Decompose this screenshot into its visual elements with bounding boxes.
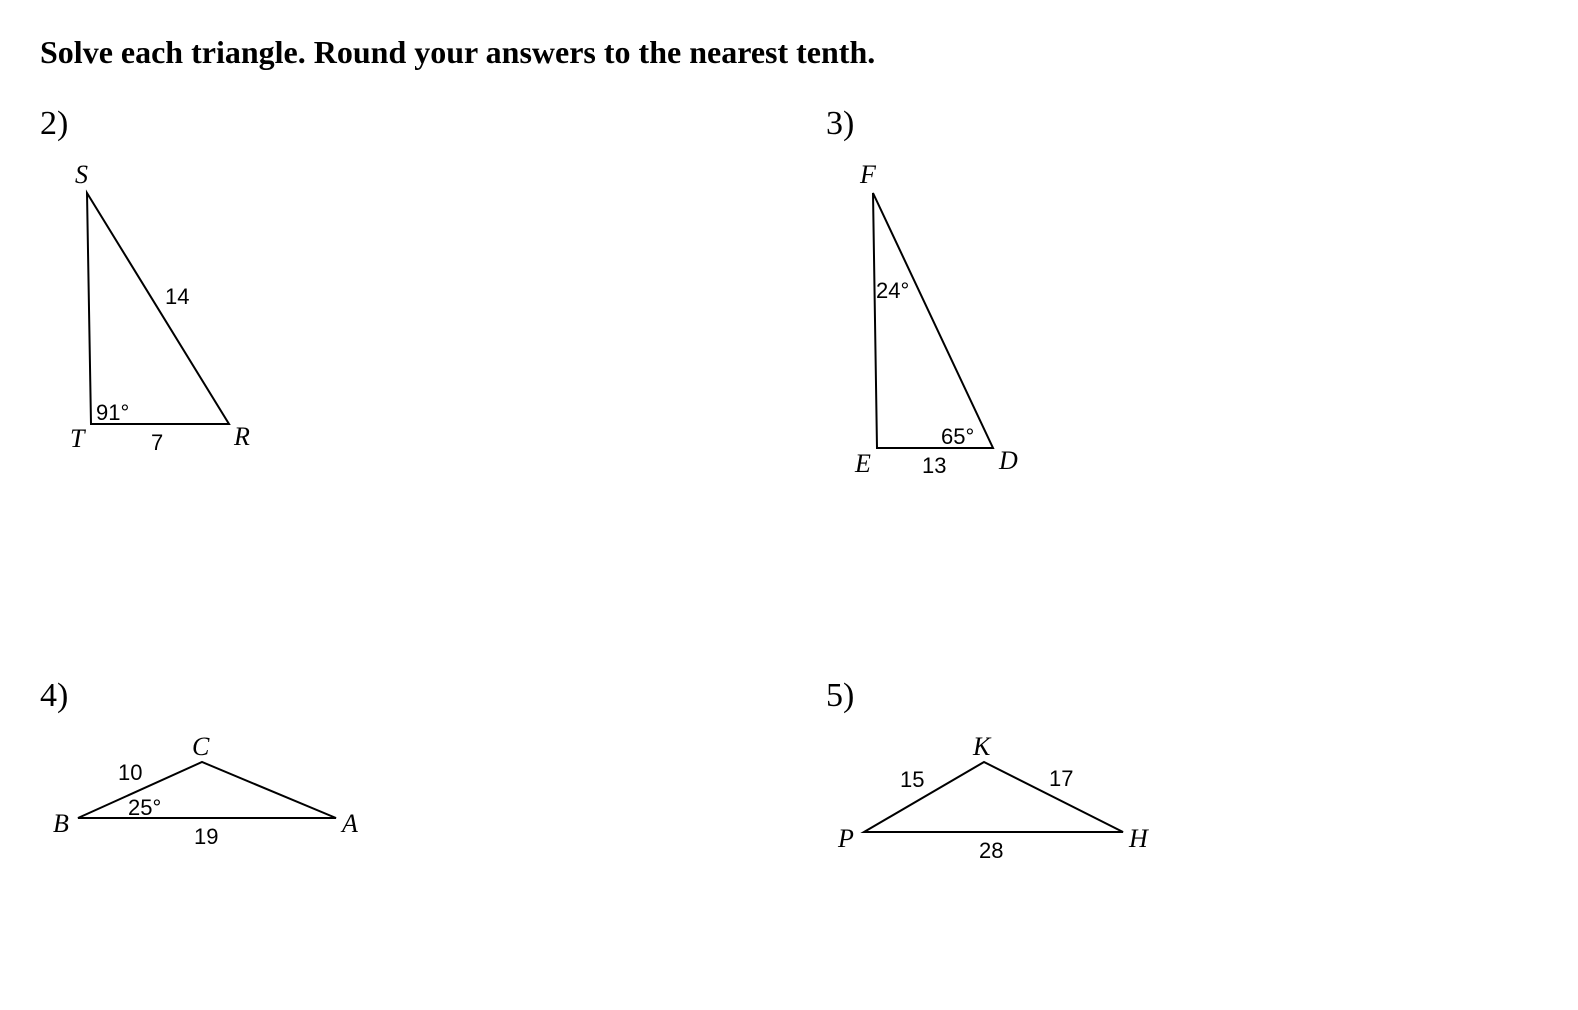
problem-number-3: 3)	[826, 105, 855, 142]
side-label-ba: 19	[194, 824, 219, 849]
vertex-label-f: F	[860, 160, 876, 189]
vertex-label-t: T	[70, 424, 85, 453]
vertex-label-d: D	[999, 446, 1018, 475]
triangle-fed-outline	[873, 193, 993, 448]
angle-label-f: 24°	[876, 278, 910, 303]
side-label-ed: 13	[922, 453, 947, 478]
triangle-str-outline	[87, 193, 229, 424]
triangle-str	[70, 160, 250, 455]
vertex-label-p: P	[838, 824, 854, 853]
triangle-bca	[53, 732, 358, 849]
vertex-label-b: B	[53, 809, 69, 838]
problem-number-5: 5)	[826, 677, 855, 714]
triangle-pkh	[837, 732, 1149, 863]
vertex-label-a: A	[342, 809, 358, 838]
angle-label-b: 25°	[128, 795, 162, 820]
angle-label-t: 91°	[96, 400, 130, 425]
vertex-label-s: S	[75, 160, 88, 189]
triangle-bca-outline	[78, 762, 336, 818]
problem-number-2: 2)	[40, 105, 69, 142]
vertex-label-c: C	[192, 732, 210, 761]
triangle-fed	[854, 160, 1018, 478]
side-label-tr: 7	[151, 430, 164, 455]
problem-number-4: 4)	[40, 677, 69, 714]
vertex-label-e: E	[855, 449, 871, 478]
side-label-kh: 17	[1049, 766, 1074, 791]
vertex-label-k: K	[973, 732, 991, 761]
worksheet-instructions: Solve each triangle. Round your answers to the nearest tenth.	[40, 34, 876, 70]
side-label-pk: 15	[900, 767, 925, 792]
side-label-sr: 14	[165, 284, 190, 309]
angle-label-d: 65°	[941, 424, 975, 449]
vertex-label-h: H	[1129, 824, 1148, 853]
side-label-ph: 28	[979, 838, 1004, 863]
side-label-bc: 10	[118, 760, 143, 785]
vertex-label-r: R	[234, 422, 250, 451]
